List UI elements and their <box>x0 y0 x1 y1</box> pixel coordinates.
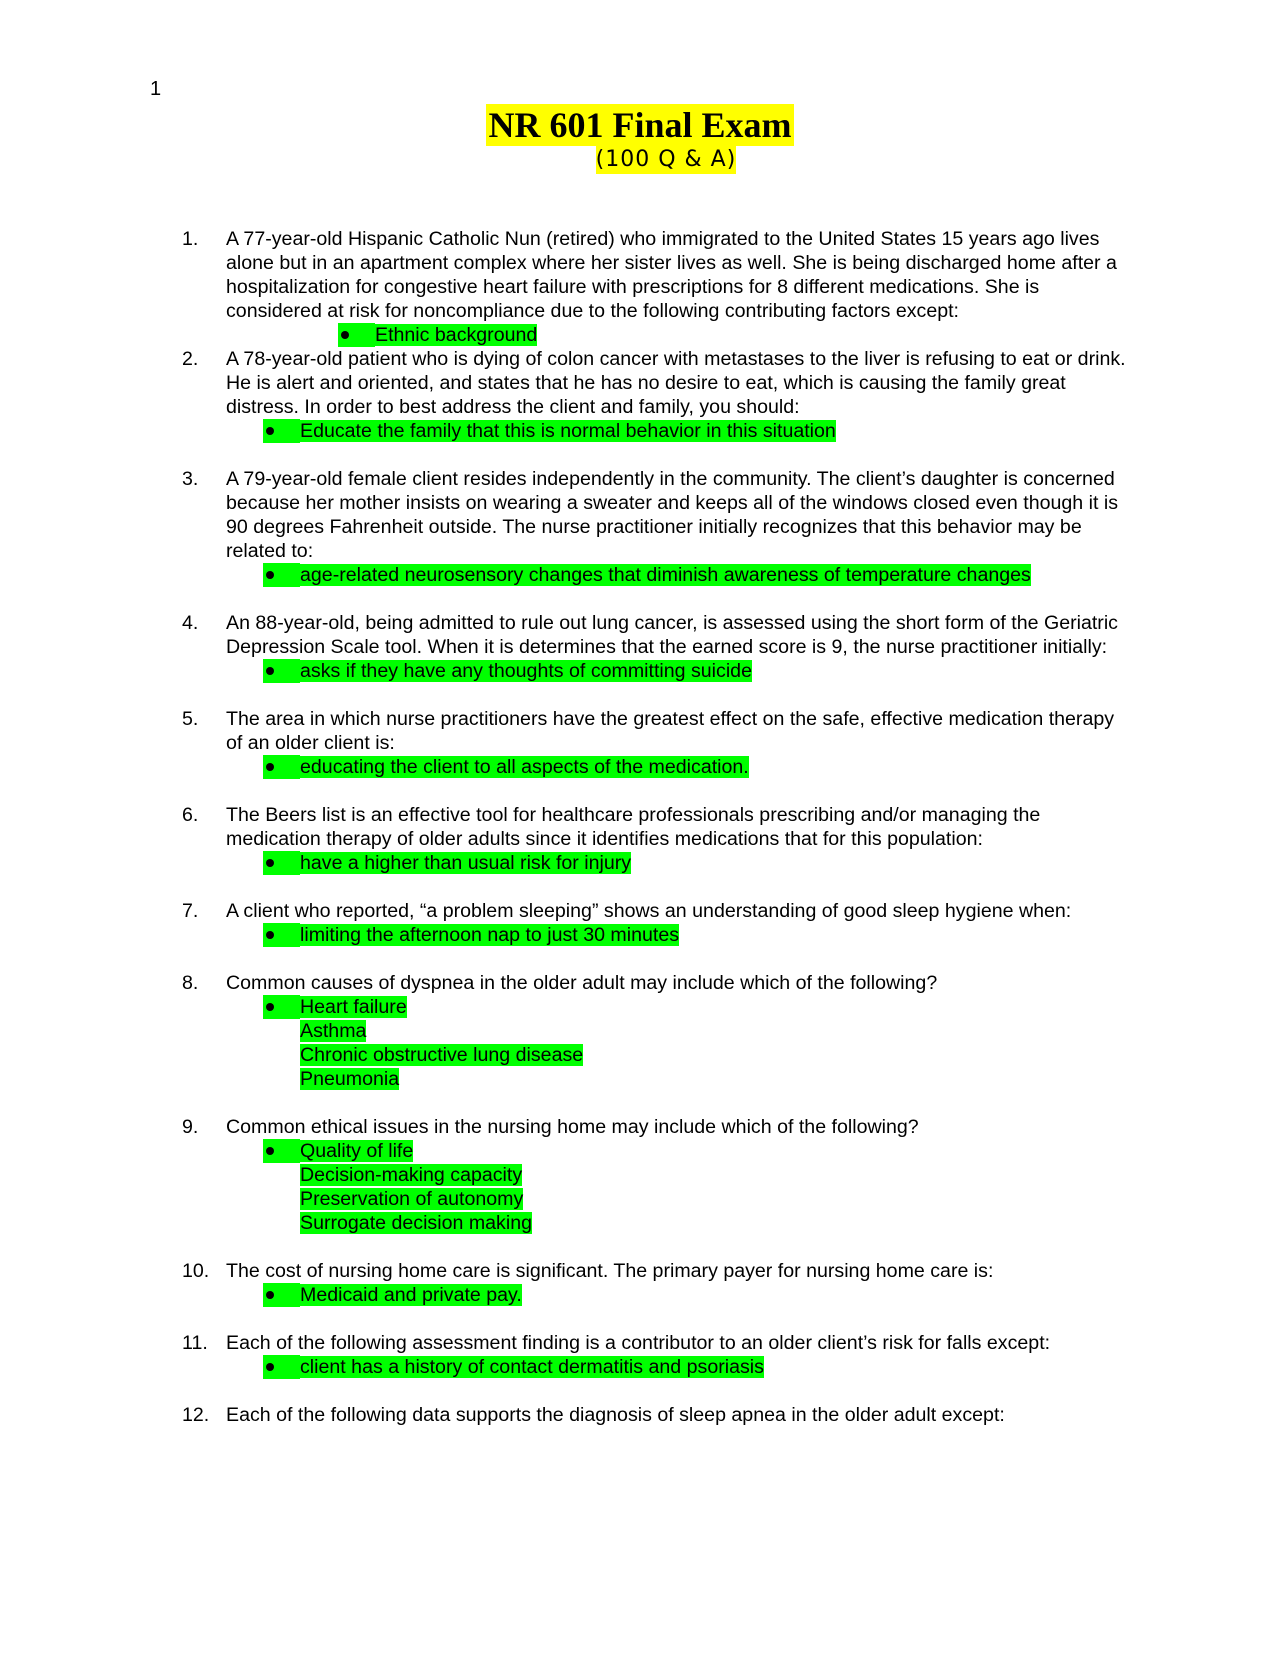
question-text: The cost of nursing home care is significant. The primary payer for nursing home care is: <box>226 1260 994 1282</box>
question-number: 4. <box>182 612 199 634</box>
question-item <box>182 1115 1132 1235</box>
answer-list <box>226 323 1132 347</box>
answer-list <box>226 995 1132 1091</box>
bullet-icon <box>263 1067 300 1091</box>
question-text: A 79-year-old female client resides independently in the community. The client’s daughter is concerned because her mother insists on wearing a sweater and keeps all of the windows closed even though it is 90 degrees Fahrenheit outside. The nurse practitioner initially recognizes that this behavior may be related to: <box>226 468 1119 562</box>
answer-list <box>226 755 1132 779</box>
answer-item <box>263 995 1132 1019</box>
title-block <box>0 104 1280 174</box>
question-list <box>182 227 1132 1451</box>
question-item <box>182 803 1132 875</box>
bullet-icon <box>338 323 375 347</box>
bullet-icon <box>263 1355 300 1379</box>
bullet-icon <box>263 419 300 443</box>
question-item <box>182 707 1132 779</box>
question-number: 12. <box>182 1404 210 1426</box>
question-text: Common ethical issues in the nursing home may include which of the following? <box>226 1116 919 1138</box>
answer-item <box>263 659 1132 683</box>
page-number: 1 <box>150 78 162 100</box>
question-item <box>182 1331 1132 1379</box>
answer-text: limiting the afternoon nap to just 30 minutes <box>300 924 680 946</box>
answer-list <box>226 1355 1132 1379</box>
question-number: 9. <box>182 1116 199 1138</box>
answer-list <box>226 1139 1132 1235</box>
answer-text: client has a history of contact dermatitis and psoriasis <box>300 1356 764 1378</box>
question-number: 8. <box>182 972 199 994</box>
question-number: 1. <box>182 228 199 250</box>
answer-item <box>263 1283 1132 1307</box>
question-text: An 88-year-old, being admitted to rule out lung cancer, is assessed using the short form of the Geriatric Depression Scale tool. When it is determines that the earned score is 9, the nurse practitioner initially: <box>226 612 1118 658</box>
question-item <box>182 899 1132 947</box>
answer-text: Chronic obstructive lung disease <box>300 1044 584 1066</box>
answer-item <box>263 755 1132 779</box>
question-text: The area in which nurse practitioners have the greatest effect on the safe, effective medication therapy of an older client is: <box>226 708 1115 754</box>
question-text: Each of the following data supports the diagnosis of sleep apnea in the older adult except: <box>226 1404 1005 1426</box>
bullet-icon <box>263 995 300 1019</box>
question-text: A client who reported, “a problem sleeping” shows an understanding of good sleep hygiene when: <box>226 900 1072 922</box>
question-number: 5. <box>182 708 199 730</box>
answer-item <box>263 1187 1132 1211</box>
question-number: 11. <box>182 1332 208 1354</box>
answer-item <box>263 923 1132 947</box>
answer-text: Quality of life <box>300 1140 414 1162</box>
answer-item <box>263 1139 1132 1163</box>
bullet-icon <box>263 755 300 779</box>
question-text: Common causes of dyspnea in the older adult may include which of the following? <box>226 972 938 994</box>
answer-list <box>226 419 1132 443</box>
answer-text: Preservation of autonomy <box>300 1188 524 1210</box>
question-item <box>182 1403 1132 1427</box>
answer-item <box>263 419 1132 443</box>
answer-text: Asthma <box>300 1020 367 1042</box>
question-number: 6. <box>182 804 199 826</box>
question-number: 3. <box>182 468 199 490</box>
answer-item <box>263 851 1132 875</box>
bullet-icon <box>263 1139 300 1163</box>
answer-text: Decision-making capacity <box>300 1164 523 1186</box>
answer-item <box>338 323 1132 347</box>
question-number: 10. <box>182 1260 210 1282</box>
bullet-icon <box>263 659 300 683</box>
question-item <box>182 467 1132 587</box>
question-text: The Beers list is an effective tool for healthcare professionals prescribing and/or managing the medication therapy of older adults since it identifies medications that for this population: <box>226 804 1041 850</box>
question-text: A 78-year-old patient who is dying of colon cancer with metastases to the liver is refusing to eat or drink. He is alert and oriented, and states that he has no desire to eat, which is causing the family great distress. In order to best address the client and family, you should: <box>226 348 1126 418</box>
answer-text: Educate the family that this is normal behavior in this situation <box>300 420 836 442</box>
answer-text: Surrogate decision making <box>300 1212 532 1234</box>
question-number: 7. <box>182 900 199 922</box>
answer-text: Ethnic background <box>375 324 538 346</box>
page-title: NR 601 Final Exam <box>488 105 792 145</box>
bullet-icon <box>263 1019 300 1043</box>
answer-text: Pneumonia <box>300 1068 400 1090</box>
question-item <box>182 227 1132 347</box>
answer-item <box>263 1067 1132 1091</box>
bullet-icon <box>263 923 300 947</box>
answer-list <box>226 851 1132 875</box>
bullet-icon <box>263 851 300 875</box>
page-subtitle: (100 Q & A) <box>595 147 737 172</box>
question-text: A 77-year-old Hispanic Catholic Nun (retired) who immigrated to the United States 15 years ago lives alone but in an apartment complex where her sister lives as well. She is being discharged home after a hospitalization for congestive heart failure with prescriptions for 8 different medications. She is considered at risk for noncompliance due to the following contributing factors except: <box>226 228 1117 322</box>
answer-list <box>226 1283 1132 1307</box>
answer-list <box>226 563 1132 587</box>
bullet-icon <box>263 1163 300 1187</box>
answer-item <box>263 1163 1132 1187</box>
answer-list <box>226 923 1132 947</box>
answer-item <box>263 1355 1132 1379</box>
answer-item <box>263 1019 1132 1043</box>
answer-item <box>263 563 1132 587</box>
answer-item <box>263 1211 1132 1235</box>
bullet-icon <box>263 1283 300 1307</box>
bullet-icon <box>263 1187 300 1211</box>
answer-text: have a higher than usual risk for injury <box>300 852 632 874</box>
question-item <box>182 971 1132 1091</box>
answer-text: Medicaid and private pay. <box>300 1284 522 1306</box>
answer-list <box>226 659 1132 683</box>
answer-text: asks if they have any thoughts of committing suicide <box>300 660 752 682</box>
answer-text: age-related neurosensory changes that diminish awareness of temperature changes <box>300 564 1031 586</box>
bullet-icon <box>263 1211 300 1235</box>
question-text: Each of the following assessment finding is a contributor to an older client’s risk for falls except: <box>226 1332 1051 1354</box>
question-item <box>182 347 1132 443</box>
answer-text: Heart failure <box>300 996 407 1018</box>
answer-text: educating the client to all aspects of the medication. <box>300 756 749 778</box>
question-item <box>182 611 1132 683</box>
answer-item <box>263 1043 1132 1067</box>
question-item <box>182 1259 1132 1307</box>
bullet-icon <box>263 563 300 587</box>
bullet-icon <box>263 1043 300 1067</box>
question-number: 2. <box>182 348 199 370</box>
